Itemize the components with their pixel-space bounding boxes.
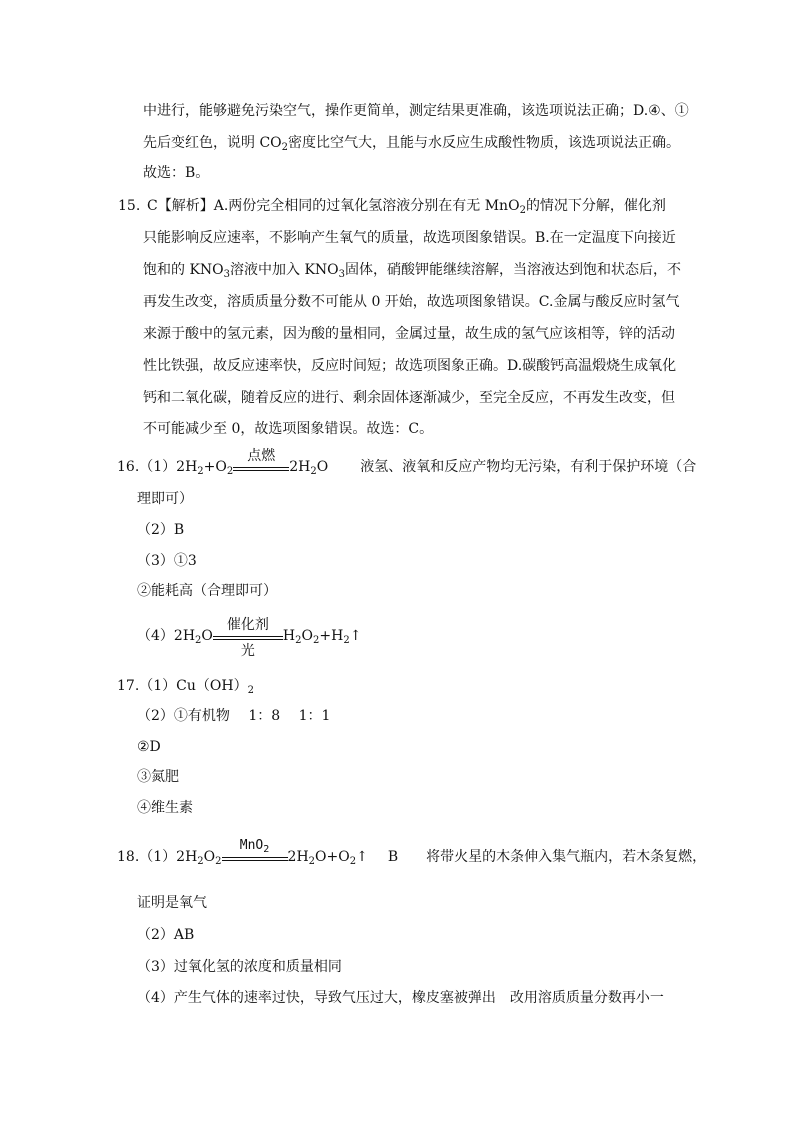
- answer-text: （4）产生气体的速率过快，导致气压过大，橡皮塞被弹出 改用溶质质量分数再小一: [137, 990, 664, 1006]
- answer-text: ②D: [137, 739, 161, 755]
- reaction-condition: 点燃: [247, 448, 276, 464]
- reaction-condition: 催化剂: [226, 617, 269, 633]
- answer-text: B 将带火星的木条伸入集气瓶内，若木条复燃，: [387, 849, 707, 865]
- question-number: 17.（1）Cu（OH）: [117, 678, 248, 694]
- answer-text: 再发生改变，溶质质量分数不可能从 0 开始，故选项图象错误。C.金属与酸反应时氢气: [143, 294, 680, 310]
- answer-text: （2）AB: [137, 927, 195, 943]
- text-line: 中进行，能够避免污染空气，操作更简单，测定结果更准确，该选项说法正确；D.④、①: [143, 103, 689, 119]
- answer-line: [117, 838, 707, 867]
- text-line: 先后变红色，说明 $CO_2$密度比空气大，且能与水反应生成酸性物质，该选项说法正确。: [143, 135, 681, 153]
- answer-text: ③氮肥: [137, 769, 179, 785]
- answer-text: 钙和二氧化碳，随着反应的进行、剩余固体逐渐减少，至完全反应，不再发生改变，但: [143, 390, 675, 406]
- reaction-condition: 光: [240, 643, 255, 659]
- answer-line: [117, 448, 697, 477]
- answer-text: 来源于酸中的氢元素，因为酸的量相同，金属过量，故生成的氢气应该相等，锌的活动: [143, 326, 675, 342]
- reaction-condition: MnO$_2$: [239, 838, 270, 855]
- question-number: 16.（1）: [117, 459, 177, 475]
- answer-text: 理即可）: [137, 491, 193, 507]
- answer-text: 只能影响反应速率，不影响产生氧气的质量，故选项图象错误。B.在一定温度下向接近: [143, 230, 676, 246]
- question-number: 18.（1）: [117, 849, 177, 865]
- answer-text: 性比铁强，故反应速率快，反应时间短；故选项图象正确。D.碳酸钙高温煅烧生成氧化: [143, 358, 677, 374]
- answer-line: $(4)2H_2O$ 催化剂 光 $H_2O_2+H_2↑$: [137, 617, 362, 659]
- equation: $2H_2O$ 催化剂 光 $H_2O_2+H_2↑$: [173, 617, 362, 659]
- answer-text: （2）B: [137, 522, 185, 538]
- answer-text: ④维生素: [137, 800, 193, 816]
- answer-line: $17.(1)Cu(OH)_2$: [117, 678, 254, 696]
- answer-text: 不可能减少至 0，故选项图象错误。故选：C。: [143, 421, 434, 437]
- answer-text: （2）①有机物 1：8 1：1: [137, 708, 331, 724]
- answer-text: （3）①3: [137, 553, 197, 569]
- answer-text: 证明是氧气: [137, 895, 207, 911]
- text-line: 故选：B。: [143, 165, 210, 181]
- answer-text: （3）过氧化氢的浓度和质量相同: [137, 959, 342, 975]
- equation: $2H_2+O_2$ 点燃 $2H_2O$: [176, 448, 329, 477]
- answer-text: 饱和的 $KNO_3$溶液中加入 $KNO_3$固体，硝酸钾能继续溶解，当溶液达到饱和状态后，不: [143, 262, 682, 280]
- question-number: 15.: [118, 198, 141, 214]
- equation: $2H_2O_2$ MnO$_2$ $2H_2O+O_2↑$: [176, 838, 368, 867]
- answer-text: 液氢、液氧和反应产物均无污染，有利于保护环境（合: [360, 459, 697, 475]
- answer-text: C【解析】A.两份完全相同的过氧化氢溶液分别在有无 MnO$_2$的情况下分解，催化剂: [147, 198, 666, 216]
- answer-text: ②能耗高（合理即可）: [137, 583, 277, 599]
